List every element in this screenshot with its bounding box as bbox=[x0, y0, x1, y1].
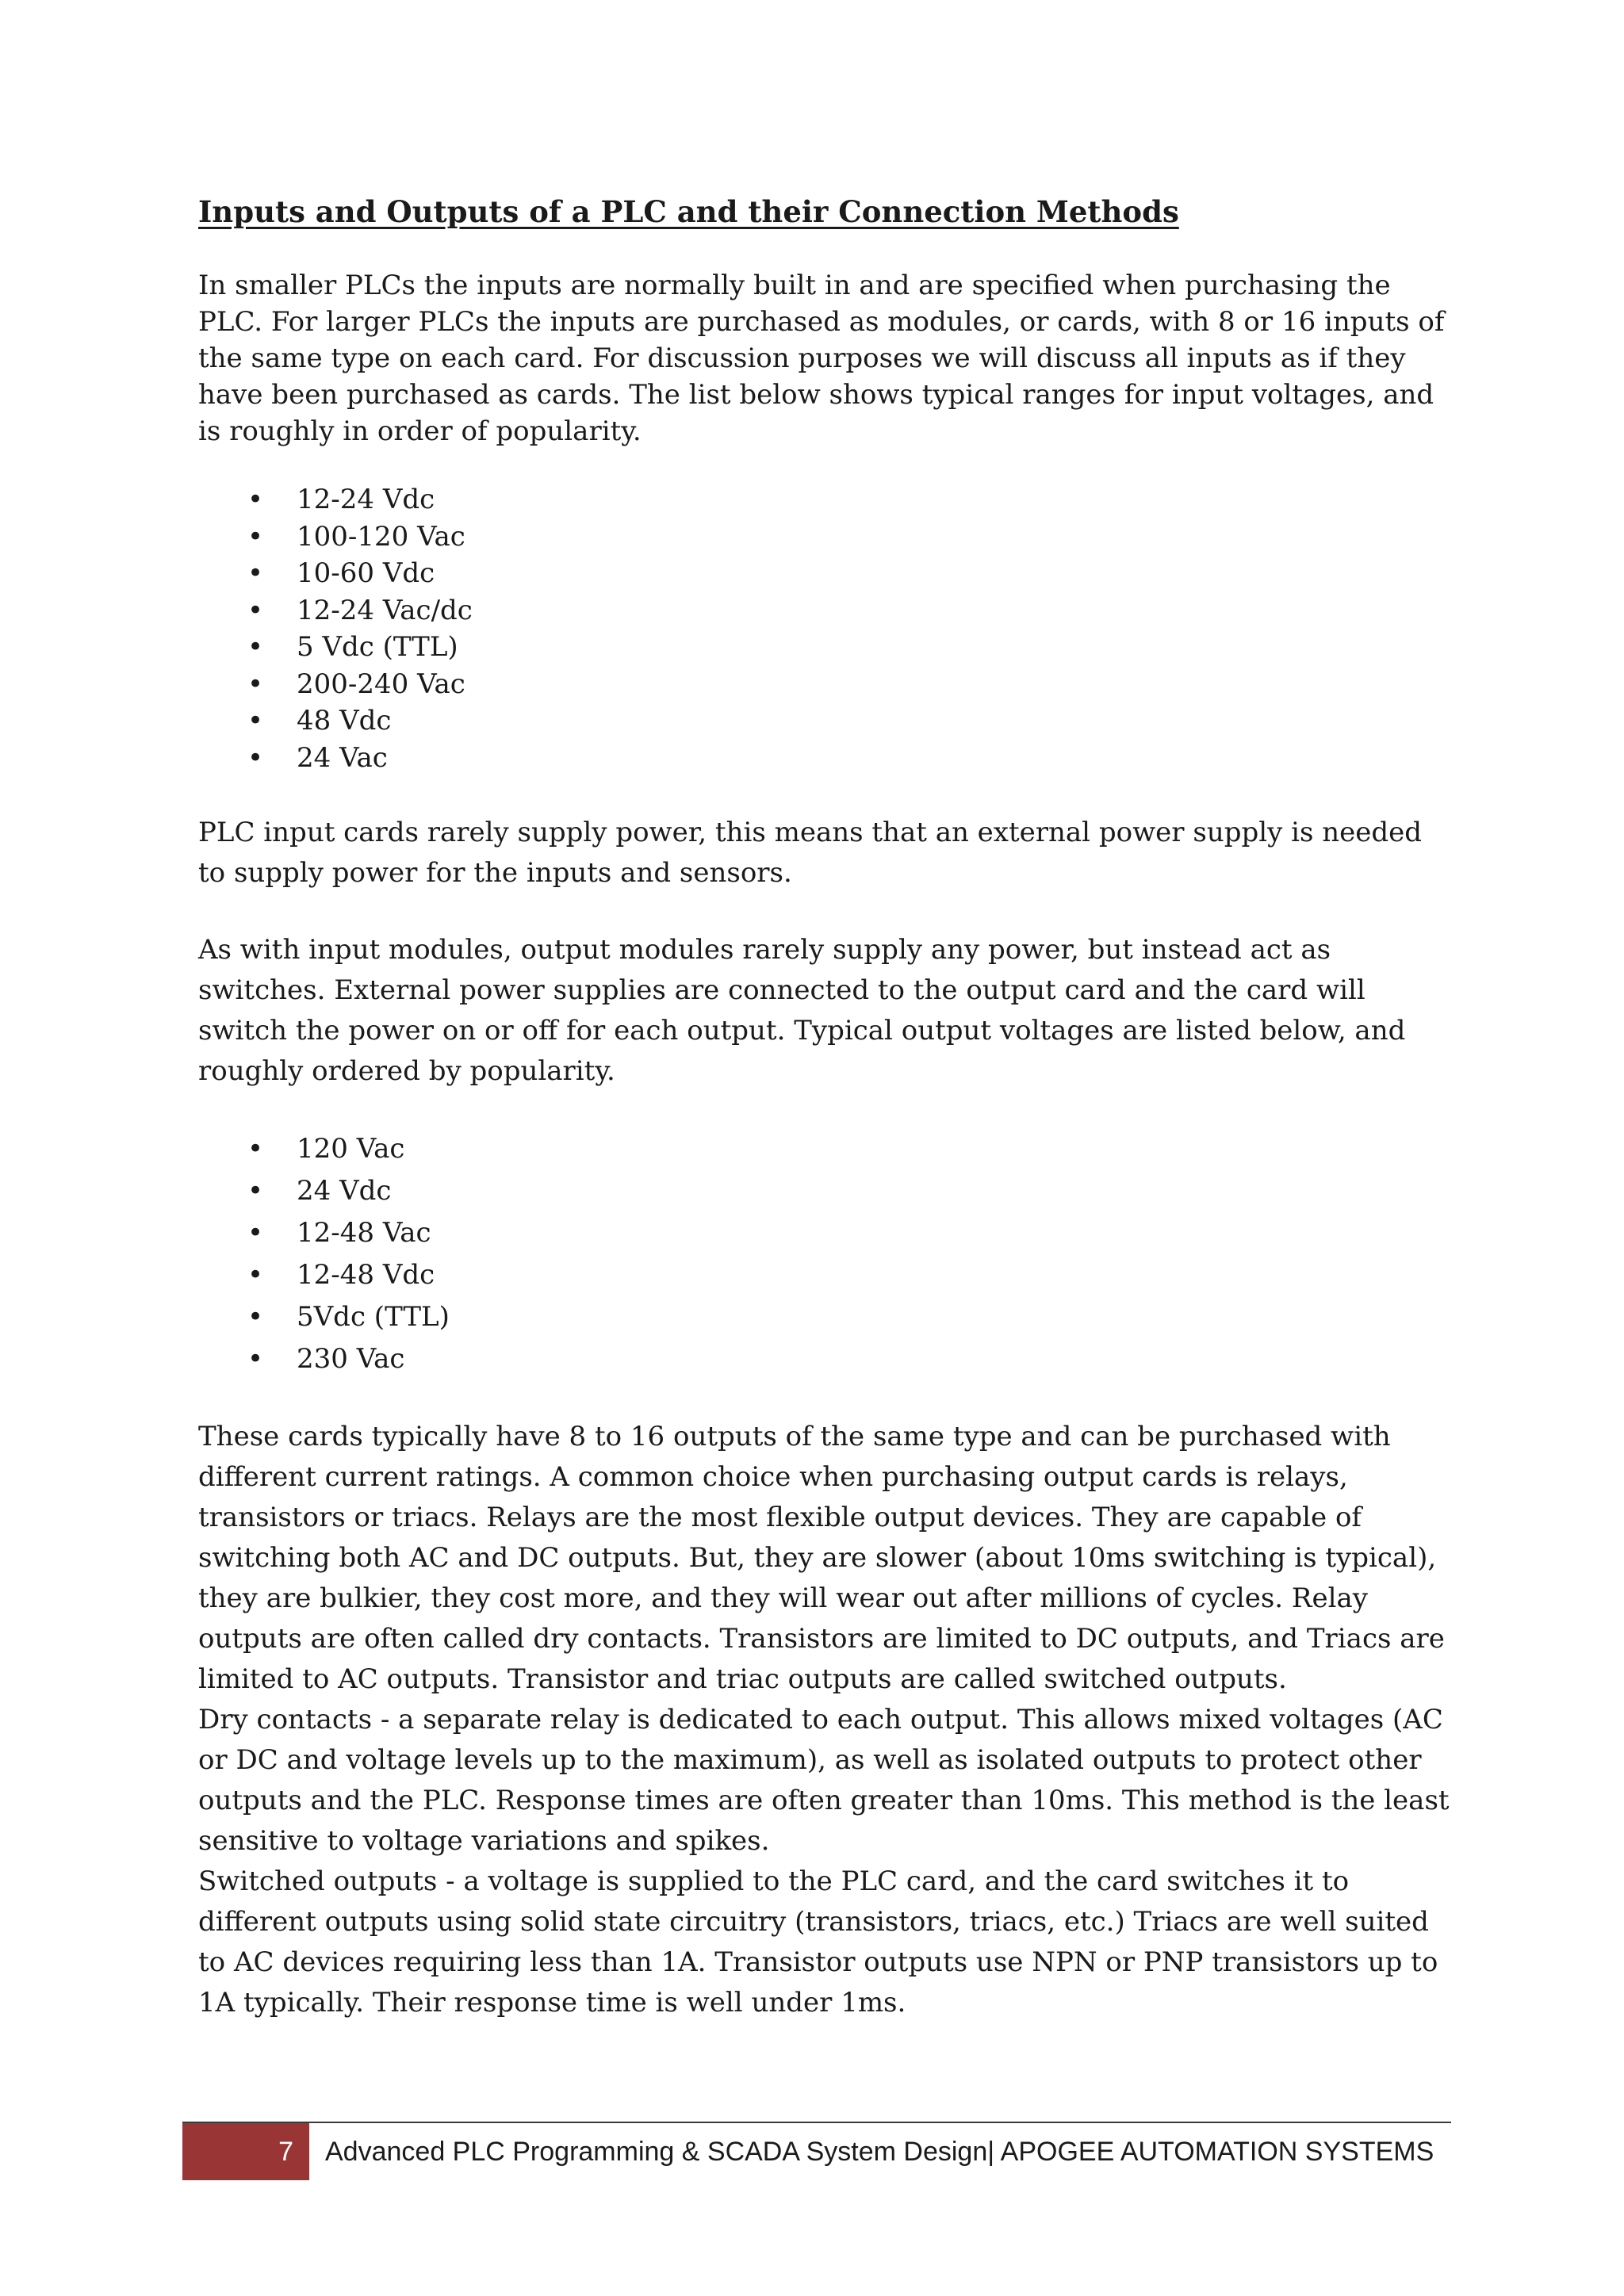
list-item: • 12-24 Vdc bbox=[198, 481, 1451, 519]
page-number-badge bbox=[182, 2123, 309, 2180]
list-item: • 5 Vdc (TTL) bbox=[198, 629, 1451, 666]
power-paragraph: PLC input cards rarely supply power, this means that an external power supply is needed to supply power for the inputs and sensors. bbox=[198, 817, 1423, 890]
page-content bbox=[198, 194, 1451, 2023]
intro-paragraph: In smaller PLCs the inputs are normally built in and are specified when purchasing the PLC. For larger PLCs the inputs are purchased as modules, or cards, with 8 or 16 inputs of the same type on each card. For discussion purposes we will discuss all inputs as if they have been purchased as cards. The list below shows typical ranges for input voltages, and is roughly in order of popularity. bbox=[198, 270, 1445, 448]
output-paragraph: As with input modules, output modules rarely supply any power, but instead act as switches. External power supplies are connected to the output card and the card will switch the power on or off for each output. Typical output voltages are listed below, and roughly ordered by popularity. bbox=[198, 934, 1406, 1088]
list-item: • 12-24 Vac/dc bbox=[198, 592, 1451, 629]
page-title: Inputs and Outputs of a PLC and their Connection Methods bbox=[198, 194, 1179, 229]
footer-title: Advanced PLC Programming & SCADA System Design| APOGEE AUTOMATION SYSTEMS bbox=[325, 2136, 1434, 2167]
list-item: • 48 Vdc bbox=[198, 702, 1451, 740]
list-item: • 200-240 Vac bbox=[198, 666, 1451, 703]
dry-contacts-paragraph: Dry contacts - a separate relay is dedicated to each output. This allows mixed voltages (AC or DC and voltage levels up to the maximum), as well as isolated outputs to protect other outputs and the PLC. Response times are often greater than 10ms. This method is the least sensitive to voltage variations and spikes. bbox=[198, 1704, 1450, 1858]
output-voltage-list bbox=[198, 1128, 1451, 1380]
list-item: • 5Vdc (TTL) bbox=[198, 1296, 1451, 1338]
list-item: • 12-48 Vac bbox=[198, 1212, 1451, 1254]
cards-paragraph: These cards typically have 8 to 16 outputs of the same type and can be purchased with different current ratings. A common choice when purchasing output cards is relays, transistors or triacs. Relays are the most flexible output devices. They are capable of switching both AC and DC outputs. But, they are slower (about 10ms switching is typical), they are bulkier, they cost more, and they will wear out after millions of cycles. Relay outputs are often called dry contacts. Transistors are limited to DC outputs, and Triacs are limited to AC outputs. Transistor and triac outputs are called switched outputs. bbox=[198, 1421, 1445, 1696]
list-item: • 230 Vac bbox=[198, 1338, 1451, 1380]
switched-outputs-paragraph: Switched outputs - a voltage is supplied to the PLC card, and the card switches it to different outputs using solid state circuitry (transistors, triacs, etc.) Triacs are well suited to AC devices requiring less than 1A. Transistor outputs use NPN or PNP transistors up to 1A typically. Their response time is well under 1ms. bbox=[198, 1866, 1438, 2019]
list-item: • 24 Vac bbox=[198, 740, 1451, 777]
list-item: • 120 Vac bbox=[198, 1128, 1451, 1170]
list-item: • 24 Vdc bbox=[198, 1170, 1451, 1212]
input-voltage-list bbox=[198, 481, 1451, 776]
page-number: 7 bbox=[278, 2136, 293, 2167]
list-item: • 12-48 Vdc bbox=[198, 1254, 1451, 1296]
list-item: • 10-60 Vdc bbox=[198, 555, 1451, 592]
list-item: • 100-120 Vac bbox=[198, 519, 1451, 556]
